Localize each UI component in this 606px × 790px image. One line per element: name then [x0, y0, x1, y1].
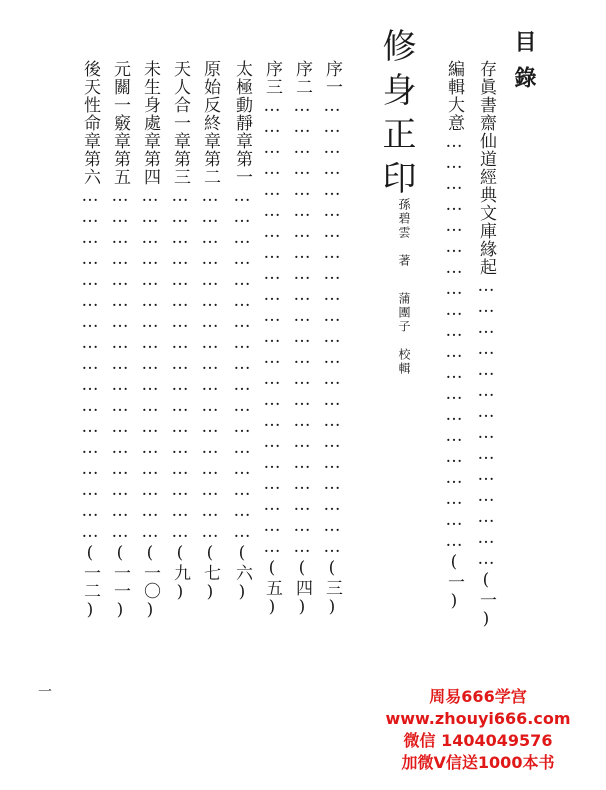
entry-leader: ……………………………………………: [170, 186, 190, 543]
entry-page: (四): [292, 558, 312, 618]
watermark-line-3: 微信 1404049576: [403, 731, 553, 750]
editor-name: 蒲團子 校輯: [397, 292, 411, 376]
toc-heading: 目錄: [511, 30, 536, 102]
entry-label: 序三: [262, 60, 282, 96]
watermark-line-4: 加微V信送1000本书: [401, 753, 555, 772]
entry-leader: ……………………………………………: [140, 186, 160, 543]
entry-leader: …………………………………………………………: [262, 96, 282, 558]
toc-entry-7[interactable]: [138, 60, 163, 780]
watermark-line-1: 周易666学宫: [429, 687, 527, 706]
entry-label: 後天性命章第六: [80, 60, 100, 186]
entry-leader: ……………………………………………: [232, 186, 252, 543]
entry-label: 天人合一章第三: [170, 60, 190, 186]
book-title: 修身正印: [376, 28, 416, 204]
entry-leader: ……………………………………………: [110, 186, 130, 543]
toc-entry-4[interactable]: [230, 60, 255, 780]
page-number: 一: [36, 684, 52, 698]
entry-page: (七): [200, 543, 220, 603]
toc-entry-8[interactable]: [108, 60, 133, 780]
entry-page: (一〇): [140, 543, 160, 621]
toc-entry-3[interactable]: [260, 60, 285, 780]
entry-leader: ……………………………………………………: [444, 132, 464, 552]
entry-label: 編輯大意: [444, 60, 464, 132]
toc-entry-5[interactable]: [198, 60, 223, 780]
toc-entry-1[interactable]: [320, 60, 345, 780]
entry-label: 序一: [322, 60, 342, 96]
entry-label: 未生身處章第四: [140, 60, 160, 186]
entry-label: 原始反終章第二: [200, 60, 220, 186]
entry-page: (一): [476, 570, 496, 630]
entry-page: (九): [170, 543, 190, 603]
watermark-line-2: www.zhouyi666.com: [385, 709, 571, 728]
toc-entry-9[interactable]: [78, 60, 103, 780]
entry-page: (六): [232, 543, 252, 603]
toc-entry-2[interactable]: [290, 60, 315, 780]
toc-entry-front-1[interactable]: [474, 60, 499, 780]
entry-page: (三): [322, 558, 342, 618]
entry-label: 元關一竅章第五: [110, 60, 130, 186]
entry-leader: ……………………………………: [476, 276, 496, 570]
entry-label: 序二: [292, 60, 312, 96]
entry-leader: ……………………………………………: [200, 186, 220, 543]
entry-leader: ……………………………………………: [80, 186, 100, 543]
entry-page: (一一): [110, 543, 130, 621]
entry-leader: …………………………………………………………: [292, 96, 312, 558]
entry-page: (五): [262, 558, 282, 618]
toc-entry-front-2[interactable]: [442, 60, 467, 780]
author-name: 孫碧雲 著: [397, 198, 411, 268]
watermark: [378, 686, 578, 774]
entry-page: (一): [444, 552, 464, 612]
author-line: [396, 198, 413, 376]
toc-entry-6[interactable]: [168, 60, 193, 780]
entry-label: 太極動靜章第一: [232, 60, 252, 186]
entry-leader: …………………………………………………………: [322, 96, 342, 558]
entry-label: 存眞書齋仙道經典文庫緣起: [476, 60, 496, 276]
entry-page: (一二): [80, 543, 100, 621]
